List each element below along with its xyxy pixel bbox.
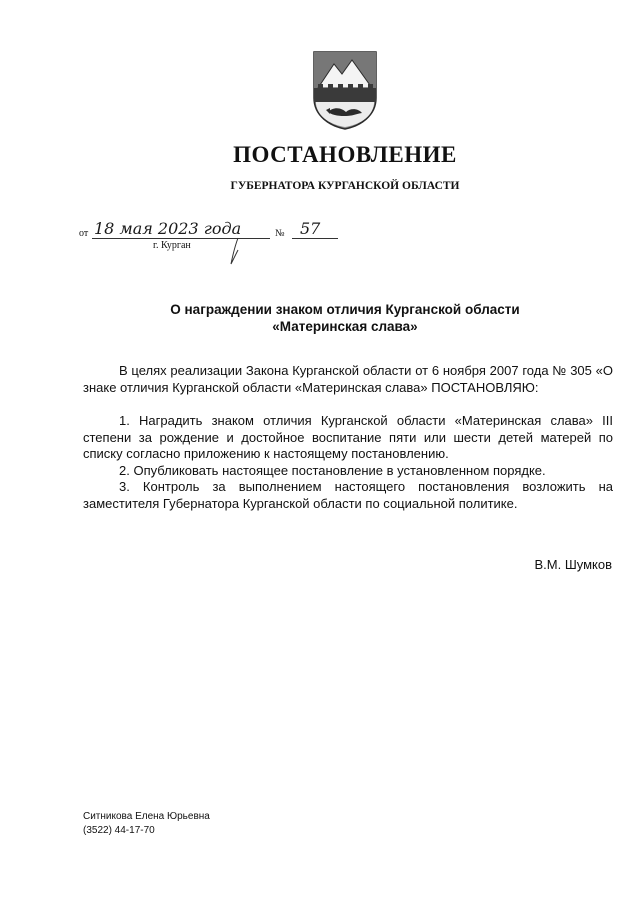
item-1-paragraph: 1. Наградить знаком отличия Курганской области «Материнская слава» III степени за рождение и достойное воспитание пяти или шести детей матерей по списку согласно приложению к настоящему постановлению. xyxy=(83,413,613,462)
handwritten-number: 57 xyxy=(300,219,321,238)
handwritten-date: 18 мая 2023 года xyxy=(94,219,242,238)
number-label: № xyxy=(275,228,285,239)
signer-name: В.М. Шумков xyxy=(534,557,612,572)
from-label: от xyxy=(79,228,89,239)
heading-line-1: О награждении знаком отличия Курганской области xyxy=(170,302,520,317)
number-underline xyxy=(292,238,338,239)
document-title: ПОСТАНОВЛЕНИЕ xyxy=(233,142,457,167)
pen-stroke-mark xyxy=(226,236,242,268)
item-3-paragraph: 3. Контроль за выполнением настоящего постановления возложить на заместителя Губернатора Курганской области по социальной политике. xyxy=(83,479,613,511)
document-subtitle: ГУБЕРНАТОРА КУРГАНСКОЙ ОБЛАСТИ xyxy=(230,180,460,192)
contact-name: Ситникова Елена Юрьевна xyxy=(83,811,210,822)
heading-line-2: «Материнская слава» xyxy=(272,319,418,334)
coat-of-arms-emblem xyxy=(312,50,378,130)
item-2-paragraph: 2. Опубликовать настоящее постановление в установленном порядке. xyxy=(119,463,546,478)
intro-paragraph: В целях реализации Закона Курганской области от 6 ноября 2007 года № 305 «О знаке отличия Курганской области «Материнская слава» ПОСТАНОВЛЯЮ: xyxy=(83,363,613,395)
resolution-heading xyxy=(80,301,610,335)
contact-phone: (3522) 44-17-70 xyxy=(83,825,155,836)
city-label: г. Курган xyxy=(153,240,191,251)
date-underline xyxy=(92,238,270,239)
